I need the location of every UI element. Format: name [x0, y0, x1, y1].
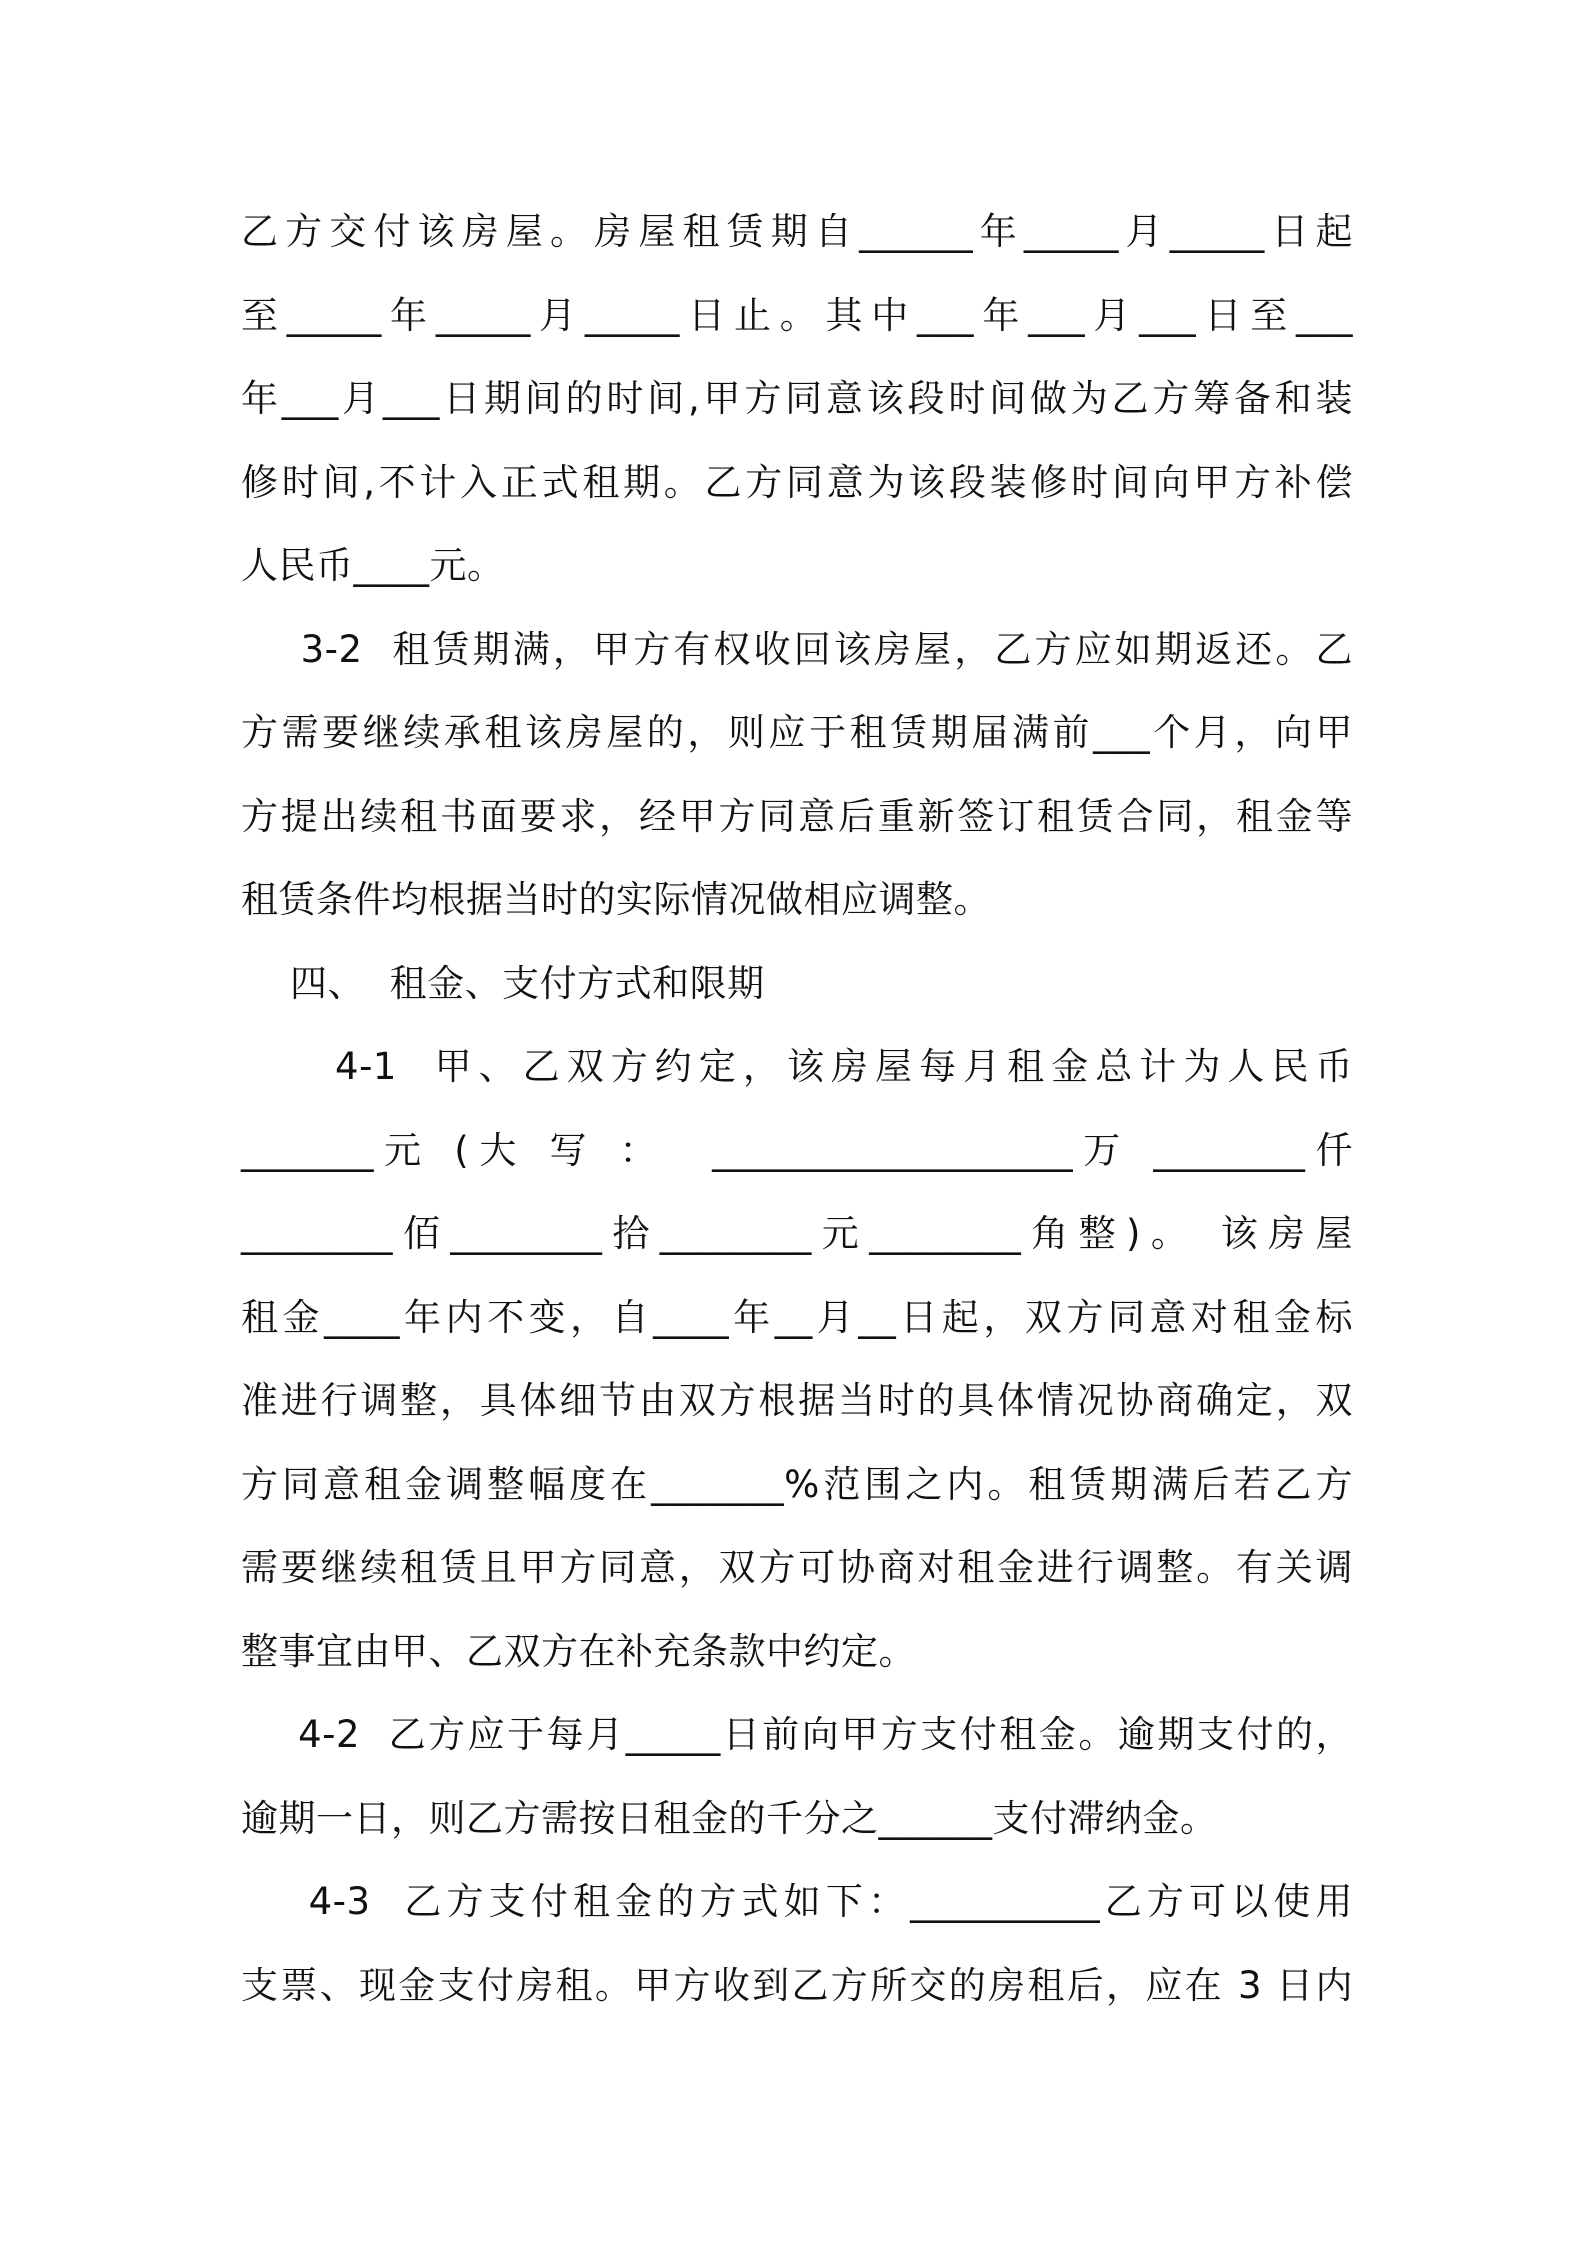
section-4-heading: 四、 租金、支付方式和限期	[241, 961, 765, 1005]
body-line-5: 人民币____元。	[241, 544, 505, 587]
clause-4-1-line-7: 需要继续租赁且甲方同意，双方可协商对租金进行调整。有关调	[241, 1546, 1353, 1589]
clause-4-3-line-1: 4-3 乙方支付租金的方式如下：__________乙方可以使用	[241, 1880, 1353, 1923]
clause-4-1-line-1: 4-1 甲、乙双方约定，该房屋每月租金总计为人民币	[241, 1045, 1353, 1088]
body-line-1: 乙方交付该房屋。房屋租赁期自______年_____月_____日起	[241, 210, 1353, 253]
clause-4-3-line-2: 支票、现金支付房租。甲方收到乙方所交的房租后，应在 3 日内	[241, 1963, 1353, 2007]
clause-3-2-line-4: 租赁条件均根据当时的实际情况做相应调整。	[241, 878, 991, 921]
contract-body	[241, 190, 1353, 2027]
clause-4-1-line-8: 整事宜由甲、乙双方在补充条款中约定。	[241, 1629, 916, 1673]
clause-4-1-line-4: 租金____年内不变，自____年__月__日起，双方同意对租金标	[241, 1295, 1353, 1339]
clause-4-1-line-6: 方同意租金调整幅度在_______%范围之内。租赁期满后若乙方	[241, 1462, 1353, 1506]
clause-3-2-line-3: 方提出续租书面要求，经甲方同意后重新签订租赁合同，租金等	[241, 794, 1353, 838]
body-line-3: 年___月___日期间的时间,甲方同意该段时间做为乙方筹备和装	[241, 377, 1353, 420]
body-line-4: 修时间,不计入正式租期。乙方同意为该段装修时间向甲方补偿	[241, 460, 1353, 504]
clause-3-2-line-2: 方需要继续承租该房屋的，则应于租赁期届满前___个月，向甲	[241, 711, 1353, 754]
clause-4-1-line-2: _______元 (大 写 ： ___________________万 ________仟	[241, 1128, 1353, 1172]
clause-4-1-line-5: 准进行调整，具体细节由双方根据当时的具体情况协商确定，双	[241, 1379, 1353, 1422]
clause-4-2-line-1: 4-2 乙方应于每月_____日前向甲方支付租金。逾期支付的，	[241, 1713, 1353, 1756]
body-line-2: 至_____年_____月_____日止。其中___年___月___日至___	[241, 293, 1353, 337]
clause-4-2-line-2: 逾期一日，则乙方需按日租金的千分之______支付滞纳金。	[241, 1796, 1218, 1840]
clause-3-2-line-1: 3-2 租赁期满，甲方有权收回该房屋，乙方应如期返还。乙	[241, 627, 1353, 671]
clause-4-1-line-3: ________佰________拾________元________角整)。 该房屋	[241, 1212, 1353, 1255]
